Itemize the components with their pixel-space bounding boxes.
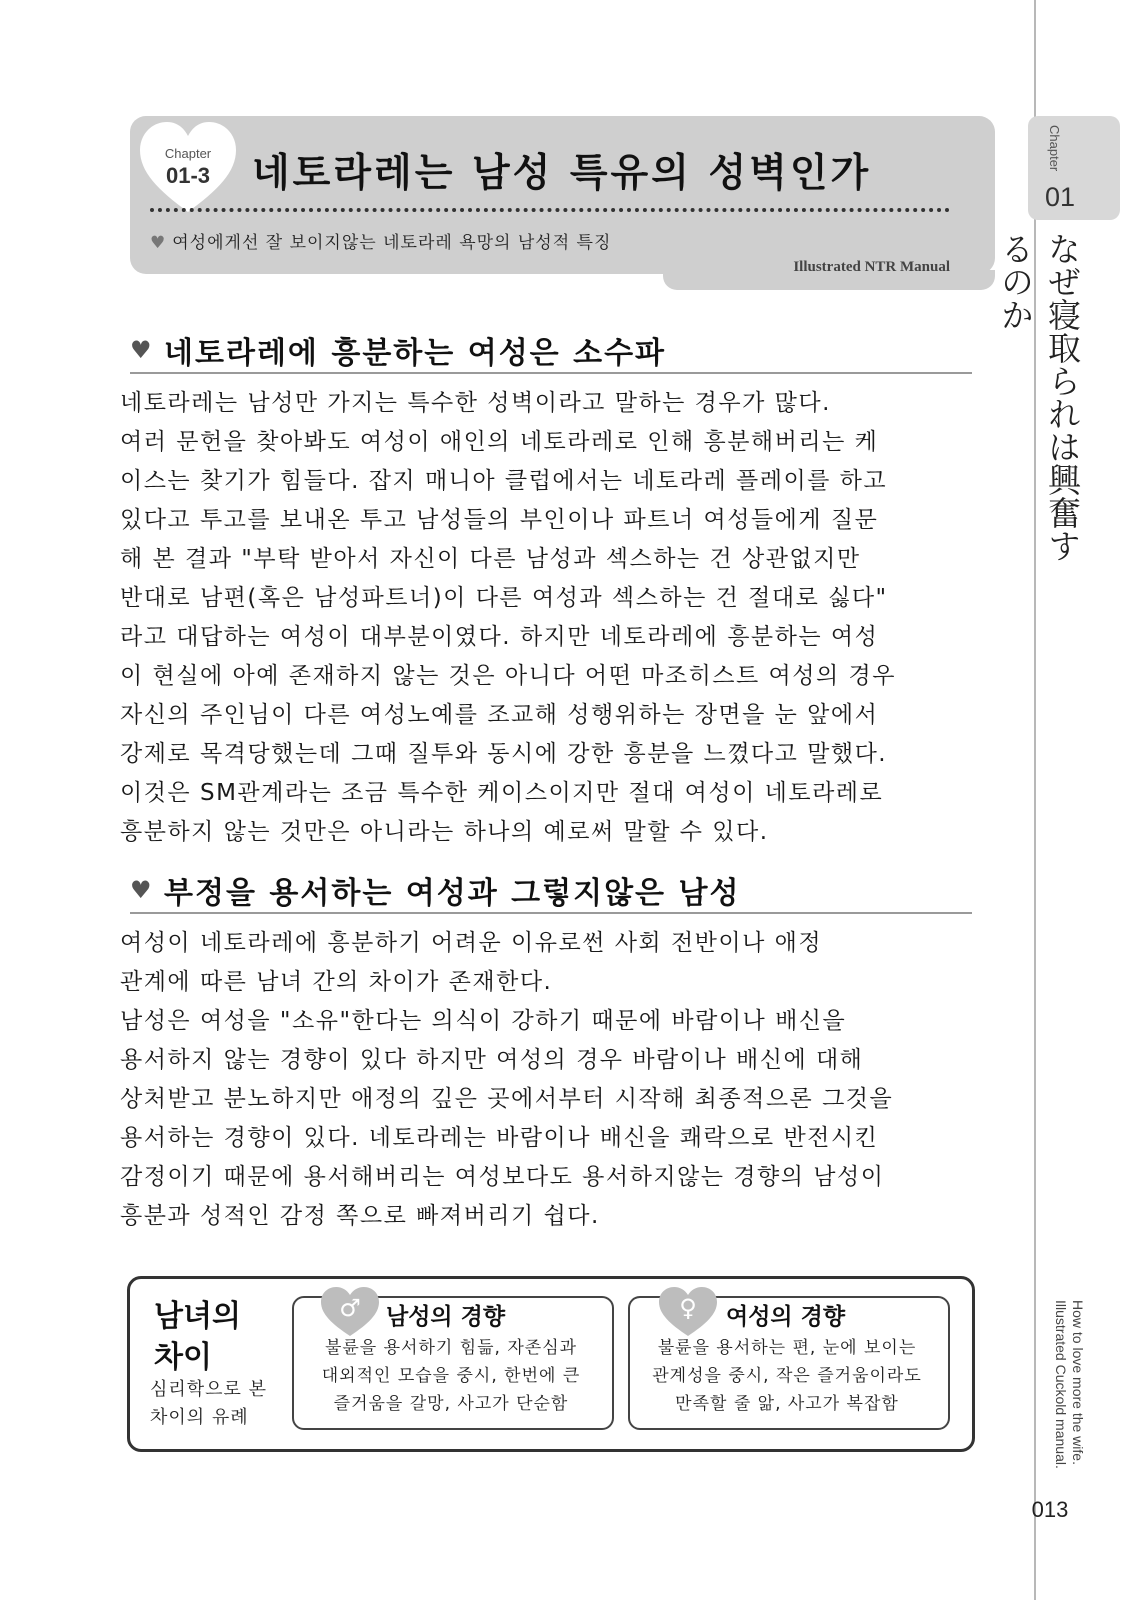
female-symbol-icon: ♀ (679, 1294, 697, 1322)
paragraph-line: 여러 문헌을 찾아봐도 여성이 애인의 네토라레로 인해 흥분해버리는 케 (120, 429, 879, 455)
paragraph-line: 용서하지 않는 경향이 있다 하지만 여성의 경우 바람이나 배신에 대해 (120, 1047, 864, 1073)
summary-note-line-2: 차이의 유례 (150, 1407, 249, 1428)
male-symbol-icon: ♂ (339, 1294, 361, 1322)
paragraph-line: 네토라레는 남성만 가지는 특수한 성벽이라고 말하는 경우가 많다. (120, 390, 831, 416)
paragraph-line: 용서하는 경향이 있다. 네토라레는 바람이나 배신을 쾌락으로 반전시킨 (120, 1125, 879, 1151)
side-english-title (1046, 1300, 1086, 1476)
side-chapter-label: Chapter (1047, 124, 1062, 172)
paragraph-line: 여성이 네토라레에 흥분하기 어려운 이유로썬 사회 전반이나 애정 (120, 930, 823, 956)
female-card-body (628, 1334, 946, 1418)
badge-chapter-number: 01-3 (165, 163, 211, 188)
male-card-title: 남성의 경향 (386, 1304, 506, 1330)
side-english-line-2: Illustrated Cuckold manual. (1053, 1300, 1069, 1469)
paragraph-line: 자신의 주인님이 다른 여성노예를 조교해 성행위하는 장면을 눈 앞에서 (120, 702, 879, 728)
side-english-line-1: How to love more the wife. (1070, 1300, 1086, 1465)
paragraph-line: 관계에 따른 남녀 간의 차이가 존재한다. (120, 969, 553, 995)
summary-title-line-1: 남녀의 (154, 1299, 241, 1334)
side-japanese-title: なぜ寝取られは興奮するのか (996, 232, 1082, 562)
card-line: 불륜을 용서하기 힘듦, 자존심과 (324, 1338, 578, 1358)
paragraph-line: 있다고 투고를 보내온 투고 남성들의 부인이나 파트너 여성들에게 질문 (120, 507, 879, 533)
card-line: 불륜을 용서하는 편, 눈에 보이는 (657, 1338, 917, 1358)
paragraph-line: 이스는 찾기가 힘들다. 잡지 매니아 클럽에서는 네토라레 플레이를 하고 (120, 468, 888, 494)
summary-note-line-1: 심리학으로 본 (150, 1379, 268, 1400)
section-1-body (120, 384, 980, 852)
dotted-divider (150, 208, 950, 216)
section-heading-2-text: 부정을 용서하는 여성과 그렇지않은 남성 (164, 876, 741, 911)
card-line: 대외적인 모습을 중시, 한번에 큰 (321, 1366, 581, 1386)
summary-title (154, 1296, 274, 1378)
summary-title-line-2: 차이 (154, 1340, 212, 1375)
badge-chapter-label: Chapter (164, 146, 212, 161)
section-heading-2 (130, 866, 972, 914)
male-card-body (292, 1334, 610, 1418)
paragraph-line: 강제로 목격당했는데 그때 질투와 동시에 강한 흥분을 느꼈다고 말했다. (120, 741, 888, 767)
header-credit: Illustrated NTR Manual (793, 259, 950, 275)
heart-bullet-icon: ♥ (130, 336, 152, 364)
section-heading-1 (130, 326, 972, 374)
heart-bullet-icon: ♥ (130, 876, 152, 904)
paragraph-line: 흥분하지 않는 것만은 아니라는 하나의 예로써 말할 수 있다. (120, 819, 769, 845)
paragraph-line: 해 본 결과 "부탁 받아서 자신이 다른 남성과 섹스하는 건 상관없지만 (120, 546, 861, 572)
paragraph-line: 감정이기 때문에 용서해버리는 여성보다도 용서하지않는 경향의 남성이 (120, 1164, 885, 1190)
card-line: 즐거움을 갈망, 사고가 단순함 (333, 1394, 569, 1414)
female-card-title: 여성의 경향 (726, 1304, 846, 1330)
page-number: 013 (1031, 1497, 1069, 1522)
section-2-body (120, 924, 980, 1236)
paragraph-line: 라고 대답하는 여성이 대부분이였다. 하지만 네토라레에 흥분하는 여성 (120, 624, 879, 650)
header-notch (130, 276, 663, 290)
paragraph-line: 남성은 여성을 "소유"한다는 의식이 강하기 때문에 바람이나 배신을 (120, 1008, 847, 1034)
paragraph-line: 이 현실에 아예 존재하지 않는 것은 아니다 어떤 마조히스트 여성의 경우 (120, 663, 896, 689)
paragraph-line: 흥분과 성적인 감정 쪽으로 빠져버리기 쉽다. (120, 1203, 600, 1229)
chapter-subtitle (150, 228, 850, 253)
paragraph-line: 반대로 남편(혹은 남성파트너)이 다른 여성과 섹스하는 건 절대로 싫다" (120, 585, 888, 611)
summary-note (150, 1376, 290, 1432)
section-heading-1-text: 네토라레에 흥분하는 여성은 소수파 (164, 336, 667, 371)
side-chapter-number: 01 (1044, 182, 1076, 212)
small-heart-icon: ♥ (150, 233, 167, 253)
card-line: 만족할 줄 앎, 사고가 복잡함 (675, 1394, 899, 1414)
card-line: 관계성을 중시, 작은 즐거움이라도 (652, 1366, 922, 1386)
paragraph-line: 이것은 SM관계라는 조금 특수한 케이스이지만 절대 여성이 네토라레로 (120, 780, 884, 806)
paragraph-line: 상처받고 분노하지만 애정의 깊은 곳에서부터 시작해 최종적으론 그것을 (120, 1086, 894, 1112)
chapter-subtitle-text: 여성에게선 잘 보이지않는 네토라레 욕망의 남성적 특징 (172, 233, 612, 253)
chapter-title: 네토라레는 남성 특유의 성벽인가 (252, 151, 872, 196)
